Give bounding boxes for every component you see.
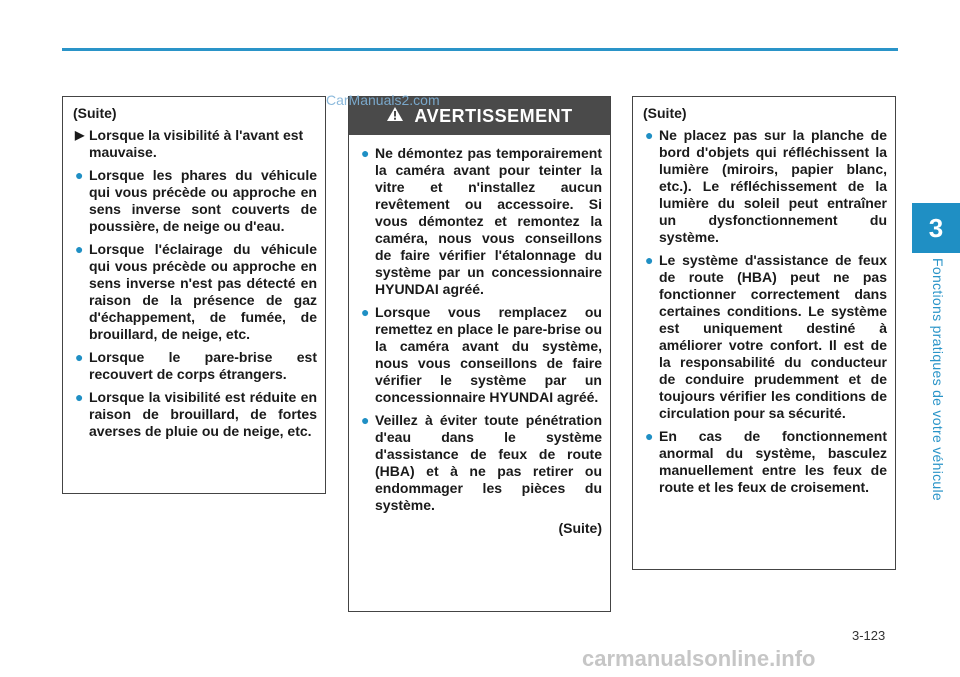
bullet-icon: ●: [75, 349, 84, 365]
continued-list-box: [62, 96, 326, 494]
list-item: ● En cas de fonctionnement anormal du système, basculez manuellement entre les feux de route et les feux de croisement.: [645, 428, 887, 495]
list-item: ● Veillez à éviter toute pénétration d'eau dans le système d'assistance de feux de route (HBA) et à ne pas retirer ou endommager les pièces du système.: [361, 412, 602, 513]
bullet-icon: ●: [645, 252, 654, 268]
list-item: ● Lorsque le pare-brise est recouvert de corps étrangers.: [75, 349, 317, 382]
bullet-icon: ●: [361, 304, 370, 320]
header-rule: [62, 48, 898, 51]
bullet-icon: ●: [75, 167, 84, 183]
list-item: ● Lorsque l'éclairage du véhicule qui vous précède ou approche en sens inverse n'est pas détecté en raison de la présence de gaz d'échappement, de fumée, de brouillard, de neige, etc.: [75, 241, 317, 342]
bullet-icon: ●: [75, 389, 84, 405]
warning-body: [349, 135, 610, 536]
sub-item: [73, 127, 317, 161]
condition-list: [73, 167, 317, 440]
continued-footer: (Suite): [558, 520, 602, 536]
chapter-title: Fonctions pratiques de votre véhicule: [930, 258, 946, 502]
caution-list: [643, 127, 887, 496]
warning-title: AVERTISSEMENT: [414, 105, 573, 126]
triangle-right-icon: ▶: [75, 128, 85, 142]
bullet-icon: ●: [361, 145, 370, 161]
continued-heading: (Suite): [73, 105, 117, 121]
sub-item-text: Lorsque la visibilité à l'avant est mauvaise.: [89, 127, 304, 160]
warning-triangle-icon: [386, 106, 404, 127]
chapter-number: 3: [928, 212, 944, 243]
bullet-icon: ●: [645, 127, 654, 143]
list-item: ● Ne placez pas sur la planche de bord d'objets qui réfléchissent la lumière (miroirs, papier blanc, etc.). Le réfléchissement de la lumière du soleil peut entraîner un dysfonctionnement du système.: [645, 127, 887, 245]
watermark-top: CarManuals2.com: [326, 92, 440, 108]
list-item: ● Lorsque les phares du véhicule qui vous précède ou approche en sens inverse sont couverts de poussière, de neige ou d'eau.: [75, 167, 317, 234]
watermark-bottom: carmanualsonline.info: [582, 646, 816, 671]
page-number: 3-123: [852, 628, 886, 643]
bullet-icon: ●: [361, 412, 370, 428]
list-item: ● Lorsque vous remplacez ou remettez en place le pare-brise ou la caméra avant du système, nous vous conseillons de faire vérifier le système par un concessionnaire HYUNDAI agréé.: [361, 304, 602, 405]
chapter-tab: [912, 203, 960, 253]
list-item: ● Ne démontez pas temporairement la caméra avant pour teinter la vitre et n'installez aucun revêtement ou accessoire. Si vous démontez et remontez la caméra, nous vous conseillons de faire vérifier l'étalonnage du système par un concessionnaire HYUNDAI agréé.: [361, 145, 602, 297]
bullet-icon: ●: [75, 241, 84, 257]
list-item: ● Le système d'assistance de feux de route (HBA) peut ne pas fonctionner correctement dans certaines conditions. Le système est uniquement destiné à améliorer votre confort. Il est de la responsabilité du conducteur de conduire prudemment et de toujours vérifier les conditions de circulation pour sa sécurité.: [645, 252, 887, 421]
warning-list: [359, 145, 602, 514]
continued-heading: (Suite): [643, 105, 687, 121]
continued-list-box-right: [632, 96, 896, 570]
list-item: ● Lorsque la visibilité est réduite en raison de brouillard, de fortes averses de pluie ou de neige, etc.: [75, 389, 317, 439]
warning-box: [348, 96, 611, 612]
bullet-icon: ●: [645, 428, 654, 444]
